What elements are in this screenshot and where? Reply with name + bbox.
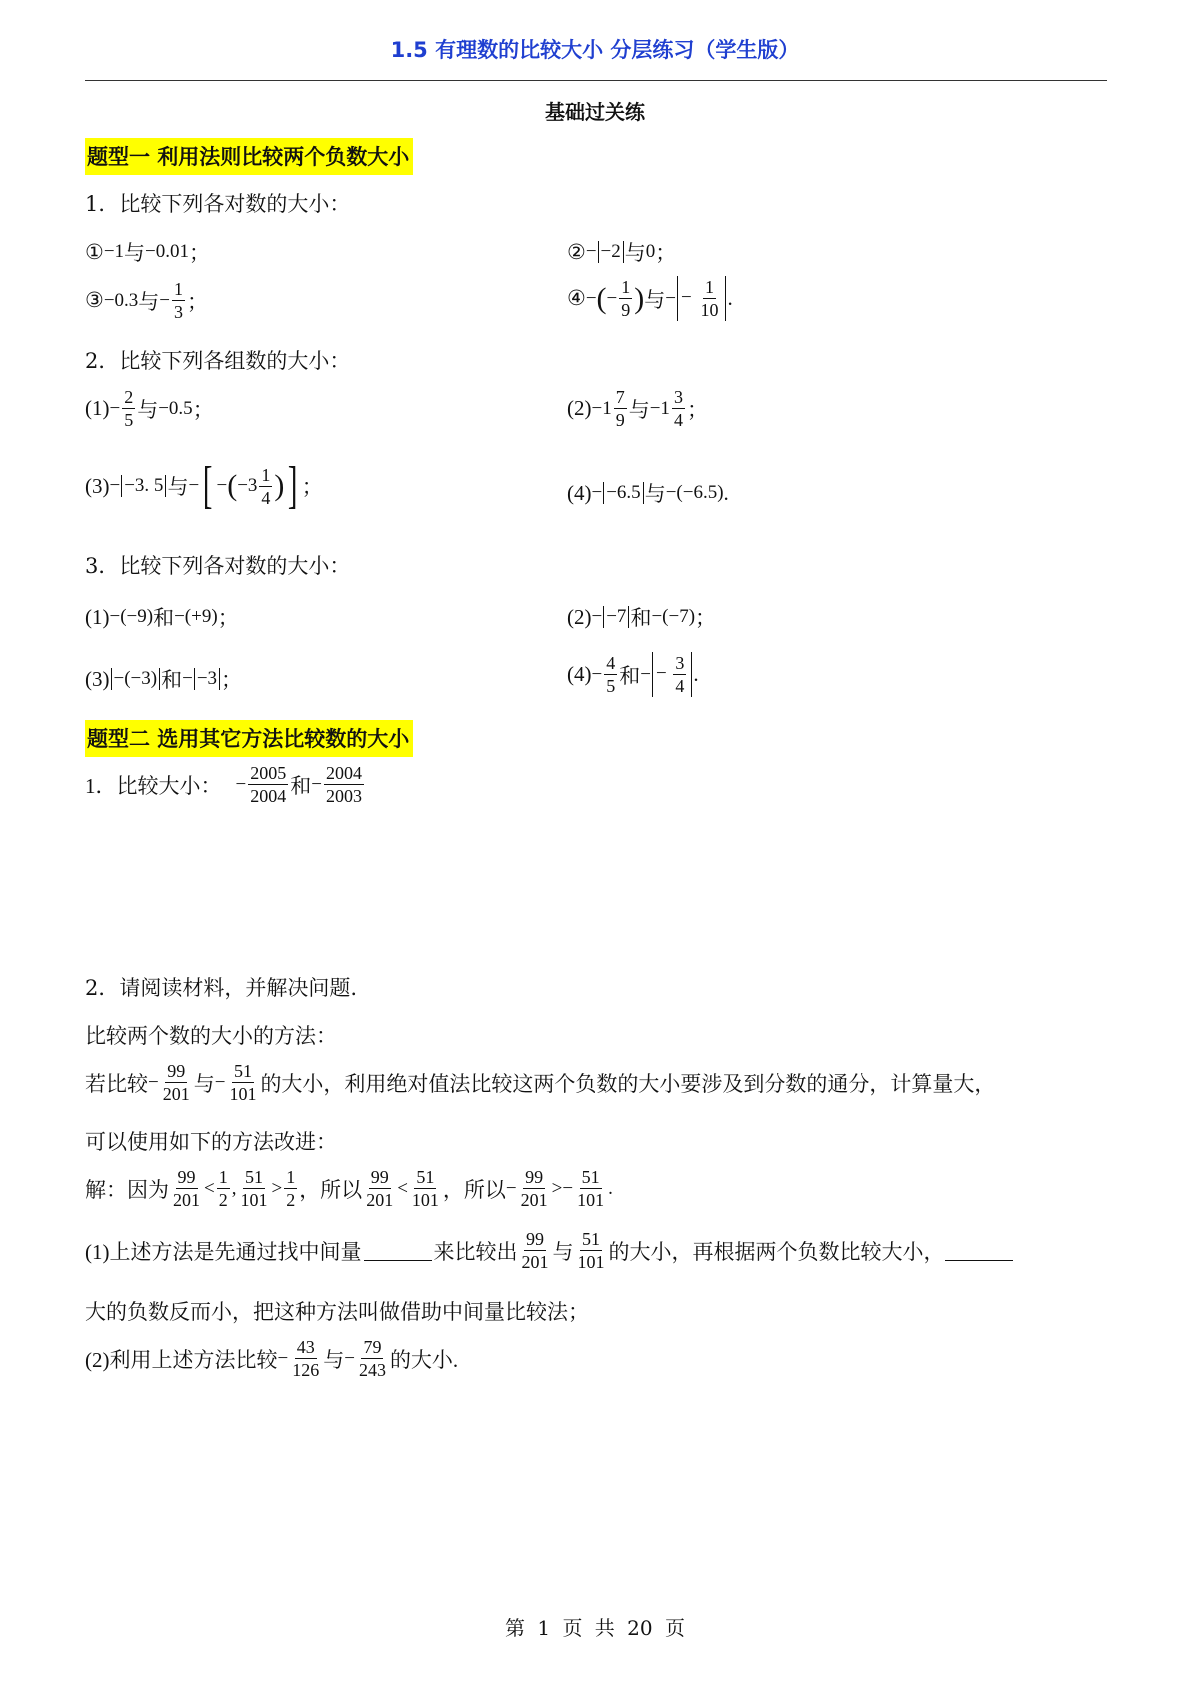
punct: .	[723, 480, 729, 505]
numerator: 51	[244, 1167, 263, 1187]
fraction	[410, 1168, 441, 1209]
part-number: (4)	[567, 662, 592, 686]
denominator: 201	[521, 1252, 549, 1272]
minus-sign: −	[214, 1071, 226, 1093]
numerator: 2005	[250, 763, 287, 783]
denominator: 4	[675, 676, 685, 696]
minus-sign: −	[216, 475, 228, 496]
numerator: 43	[296, 1337, 315, 1357]
q5-line-2	[85, 1062, 995, 1103]
fraction	[259, 466, 272, 507]
part-number: (3)	[85, 473, 110, 498]
q3-part-1	[85, 602, 239, 632]
numerator: 51	[581, 1167, 600, 1187]
page-title: 1.5 有理数的比较大小 分层练习（学生版）	[390, 38, 800, 62]
fraction	[324, 764, 364, 805]
denominator: 2	[218, 1190, 228, 1210]
denominator: 10	[700, 300, 719, 320]
answer-blank[interactable]	[364, 1240, 432, 1261]
part-number: (1)	[85, 604, 110, 629]
text: (1)上述方法是先通过找中间量	[85, 1239, 362, 1264]
math-term: −0.3	[103, 289, 139, 311]
connector: 与	[193, 1071, 215, 1096]
fraction	[614, 388, 627, 429]
q5-line-3: 可以使用如下的方法改进：	[85, 1130, 337, 1154]
numerator: 1	[621, 277, 631, 297]
fraction	[248, 764, 288, 805]
connector: 和	[290, 773, 312, 798]
fraction	[357, 1338, 388, 1379]
text: ，所以	[299, 1177, 363, 1202]
item-number: ④	[567, 286, 586, 310]
math-term: 0	[645, 241, 656, 262]
q1-item-1	[85, 237, 210, 267]
denominator: 101	[411, 1190, 439, 1210]
fraction	[673, 654, 686, 695]
punct: ；	[686, 397, 708, 422]
fraction	[575, 1168, 606, 1209]
denominator: 101	[577, 1190, 605, 1210]
connector: 与	[167, 475, 189, 499]
numerator: 79	[363, 1337, 382, 1357]
fraction	[576, 1230, 607, 1271]
absolute-value: −6.5	[603, 482, 643, 504]
punct: ；	[221, 668, 243, 692]
denominator: 4	[261, 487, 271, 508]
fraction	[290, 1338, 321, 1379]
fraction	[519, 1168, 550, 1209]
denominator: 2	[286, 1190, 296, 1210]
absolute-value: −(−3)	[111, 668, 161, 690]
comma: ,	[231, 1177, 237, 1199]
section-one-label: 题型一 利用法则比较两个负数大小	[85, 138, 413, 175]
minus-sign: −	[344, 1347, 355, 1369]
minus-sign: −	[585, 287, 597, 309]
connector: 与	[137, 397, 159, 422]
numerator: 3	[675, 653, 685, 673]
right-paren: )	[634, 281, 645, 315]
text: 若比较	[85, 1071, 148, 1096]
fraction	[604, 654, 617, 695]
minus-sign: −	[311, 773, 322, 795]
q3-part-2	[567, 602, 716, 632]
page-footer: 第 1 页 共 20 页	[505, 1616, 685, 1640]
item-number: ①	[85, 239, 104, 264]
part-number: (3)	[85, 666, 110, 691]
minus-sign: −	[591, 663, 603, 685]
absolute-value	[677, 276, 726, 321]
minus-sign: −	[277, 1347, 289, 1369]
math-term: −1	[103, 241, 125, 262]
q2-part-1	[85, 388, 214, 429]
numerator: 1	[704, 277, 714, 297]
numerator: 51	[233, 1061, 252, 1081]
punct: ；	[695, 606, 717, 630]
item-number: ②	[567, 239, 586, 264]
fraction	[284, 1168, 297, 1209]
connector: 和	[161, 668, 183, 692]
denominator: 101	[229, 1084, 257, 1104]
header-divider	[85, 80, 1107, 81]
q1-stem: 1．比较下列各对数的大小：	[85, 192, 351, 216]
denominator: 4	[673, 410, 683, 430]
minus-sign: −	[109, 397, 121, 419]
numerator: 4	[606, 653, 616, 673]
section-heading: 基础过关练	[545, 100, 645, 124]
text: (2)利用上述方法比较	[85, 1347, 278, 1372]
denominator: 5	[606, 676, 616, 696]
fraction	[122, 388, 135, 429]
absolute-value: −2	[598, 241, 624, 263]
part-number: (4)	[567, 480, 592, 505]
math-term: −3	[237, 475, 258, 496]
text: 的大小.	[389, 1347, 459, 1372]
minus-sign: −	[148, 1071, 159, 1093]
text: 的大小，再根据两个负数比较大小，	[608, 1239, 945, 1264]
math-term: −(−6.5)	[665, 482, 724, 503]
q2-stem: 2．比较下列各组数的大小：	[85, 349, 351, 373]
denominator: 9	[615, 410, 625, 430]
denominator: 201	[162, 1084, 190, 1104]
left-paren: (	[596, 281, 607, 315]
denominator: 201	[520, 1190, 548, 1210]
math-term: −	[585, 241, 597, 262]
absolute-value	[652, 652, 692, 697]
fraction	[171, 1168, 202, 1209]
absolute-value: −3. 5	[121, 475, 166, 497]
connector: 与	[628, 397, 650, 422]
item-number: ③	[85, 288, 104, 312]
greater-than: >−	[551, 1177, 574, 1199]
minus-sign: −	[235, 773, 247, 795]
minus-sign: −	[665, 287, 676, 309]
q1-item-3	[85, 280, 208, 321]
less-than: <	[397, 1177, 408, 1199]
numerator: 51	[416, 1167, 435, 1187]
q3-part-3	[85, 664, 242, 694]
minus-sign: −	[655, 662, 667, 684]
numerator: 1	[286, 1167, 296, 1187]
minus-sign: −	[159, 289, 171, 311]
less-than: <	[204, 1177, 215, 1199]
text: 解：因为	[85, 1177, 169, 1202]
numerator: 1	[261, 464, 271, 485]
minus-sign: −	[188, 475, 200, 496]
part-number: (2)	[567, 604, 592, 629]
connector: 与	[552, 1239, 574, 1264]
punct: ；	[217, 606, 239, 630]
fraction	[619, 278, 632, 319]
denominator: 2003	[325, 786, 362, 806]
minus-sign: −	[606, 287, 618, 309]
q3-part-4	[567, 652, 699, 697]
numerator: 3	[673, 387, 683, 407]
punct: ；	[189, 241, 211, 265]
absolute-value: −3	[194, 668, 220, 690]
punct: ；	[301, 475, 323, 499]
q5-part-1	[85, 1230, 1013, 1271]
fraction	[698, 278, 720, 319]
minus-sign: −	[591, 606, 603, 627]
q2-part-4	[567, 478, 729, 508]
text: ，所以	[442, 1177, 506, 1202]
minus-sign: −	[109, 475, 121, 496]
connector: 和	[153, 606, 175, 630]
fraction	[520, 1230, 551, 1271]
q5-line-6: 大的负数反而小，把这种方法叫做借助中间量比较法；	[85, 1300, 589, 1324]
fraction	[364, 1168, 395, 1209]
connector: 和	[630, 606, 652, 630]
math-term: −1	[591, 397, 612, 419]
part-number: (2)	[567, 396, 592, 420]
q3-stem: 3．比较下列各对数的大小：	[85, 554, 351, 578]
punct: .	[727, 286, 733, 310]
denominator: 2004	[250, 786, 287, 806]
numerator: 51	[582, 1229, 600, 1249]
numerator: 2004	[325, 763, 362, 783]
connector: 与	[644, 287, 666, 312]
punct: ；	[655, 241, 677, 265]
q5-solution-line	[85, 1168, 613, 1209]
punct: ；	[187, 289, 209, 314]
left-bracket: [	[203, 457, 213, 514]
fraction	[227, 1062, 258, 1103]
right-bracket: ]	[288, 457, 298, 514]
numerator: 99	[525, 1167, 544, 1187]
q2-part-3	[85, 457, 323, 514]
text: 的大小，利用绝对值法比较这两个负数的大小要涉及到分数的通分，计算量大，	[260, 1071, 996, 1096]
connector: 与	[323, 1347, 345, 1372]
connector: 与	[624, 241, 646, 265]
minus-sign: −	[591, 482, 603, 503]
q1-item-4	[567, 276, 733, 321]
math-term: −0.01	[145, 241, 190, 262]
denominator: 101	[240, 1190, 268, 1210]
connector: 与	[124, 241, 146, 265]
denominator: 243	[358, 1360, 386, 1380]
numerator: 99	[167, 1061, 186, 1081]
q5-part-2	[85, 1338, 458, 1379]
denominator: 3	[174, 302, 184, 322]
minus-sign: −	[505, 1177, 517, 1199]
right-paren: )	[274, 469, 285, 502]
section-two-label: 题型二 选用其它方法比较数的大小	[85, 720, 413, 757]
q4-compare	[85, 764, 366, 805]
numerator: 99	[370, 1167, 389, 1187]
denominator: 101	[577, 1252, 605, 1272]
connector: 与	[138, 289, 160, 314]
denominator: 5	[124, 410, 134, 430]
q2-part-2	[567, 388, 708, 429]
part-number: (1)	[85, 396, 110, 420]
numerator: 1	[174, 279, 184, 299]
connector: 与	[644, 482, 666, 506]
minus-sign: −	[640, 663, 651, 685]
minus-sign: −	[680, 286, 692, 308]
numerator: 1	[218, 1167, 228, 1187]
denominator: 126	[292, 1360, 320, 1380]
math-term: −(−9)	[109, 606, 154, 627]
q4-stem: 1．比较大小：	[85, 773, 222, 798]
fraction	[217, 1168, 230, 1209]
fraction	[161, 1062, 192, 1103]
connector: 和	[619, 663, 641, 688]
numerator: 7	[615, 387, 625, 407]
greater-than: >	[271, 1177, 283, 1199]
punct: ；	[192, 397, 214, 422]
minus-sign: −	[182, 668, 193, 689]
numerator: 99	[177, 1167, 196, 1187]
numerator: 2	[124, 387, 134, 407]
math-term: −(−7)	[651, 606, 696, 627]
math-term: −(+9)	[174, 606, 218, 627]
punct: .	[693, 662, 699, 686]
answer-blank[interactable]	[945, 1240, 1013, 1261]
math-term: −1	[649, 397, 670, 419]
numerator: 99	[526, 1229, 544, 1249]
q5-stem: 2．请阅读材料，并解决问题.	[85, 976, 358, 1000]
text: 来比较出	[433, 1239, 518, 1264]
punct: .	[608, 1177, 613, 1199]
denominator: 201	[366, 1190, 394, 1210]
denominator: 9	[621, 300, 631, 320]
absolute-value: −7	[603, 606, 629, 628]
left-paren: (	[227, 469, 238, 502]
q5-line-1: 比较两个数的大小的方法：	[85, 1024, 337, 1048]
fraction	[238, 1168, 269, 1209]
fraction	[672, 388, 685, 429]
q1-item-2	[567, 237, 676, 267]
fraction	[172, 280, 185, 321]
math-term: −0.5	[158, 397, 193, 419]
denominator: 201	[173, 1190, 200, 1210]
